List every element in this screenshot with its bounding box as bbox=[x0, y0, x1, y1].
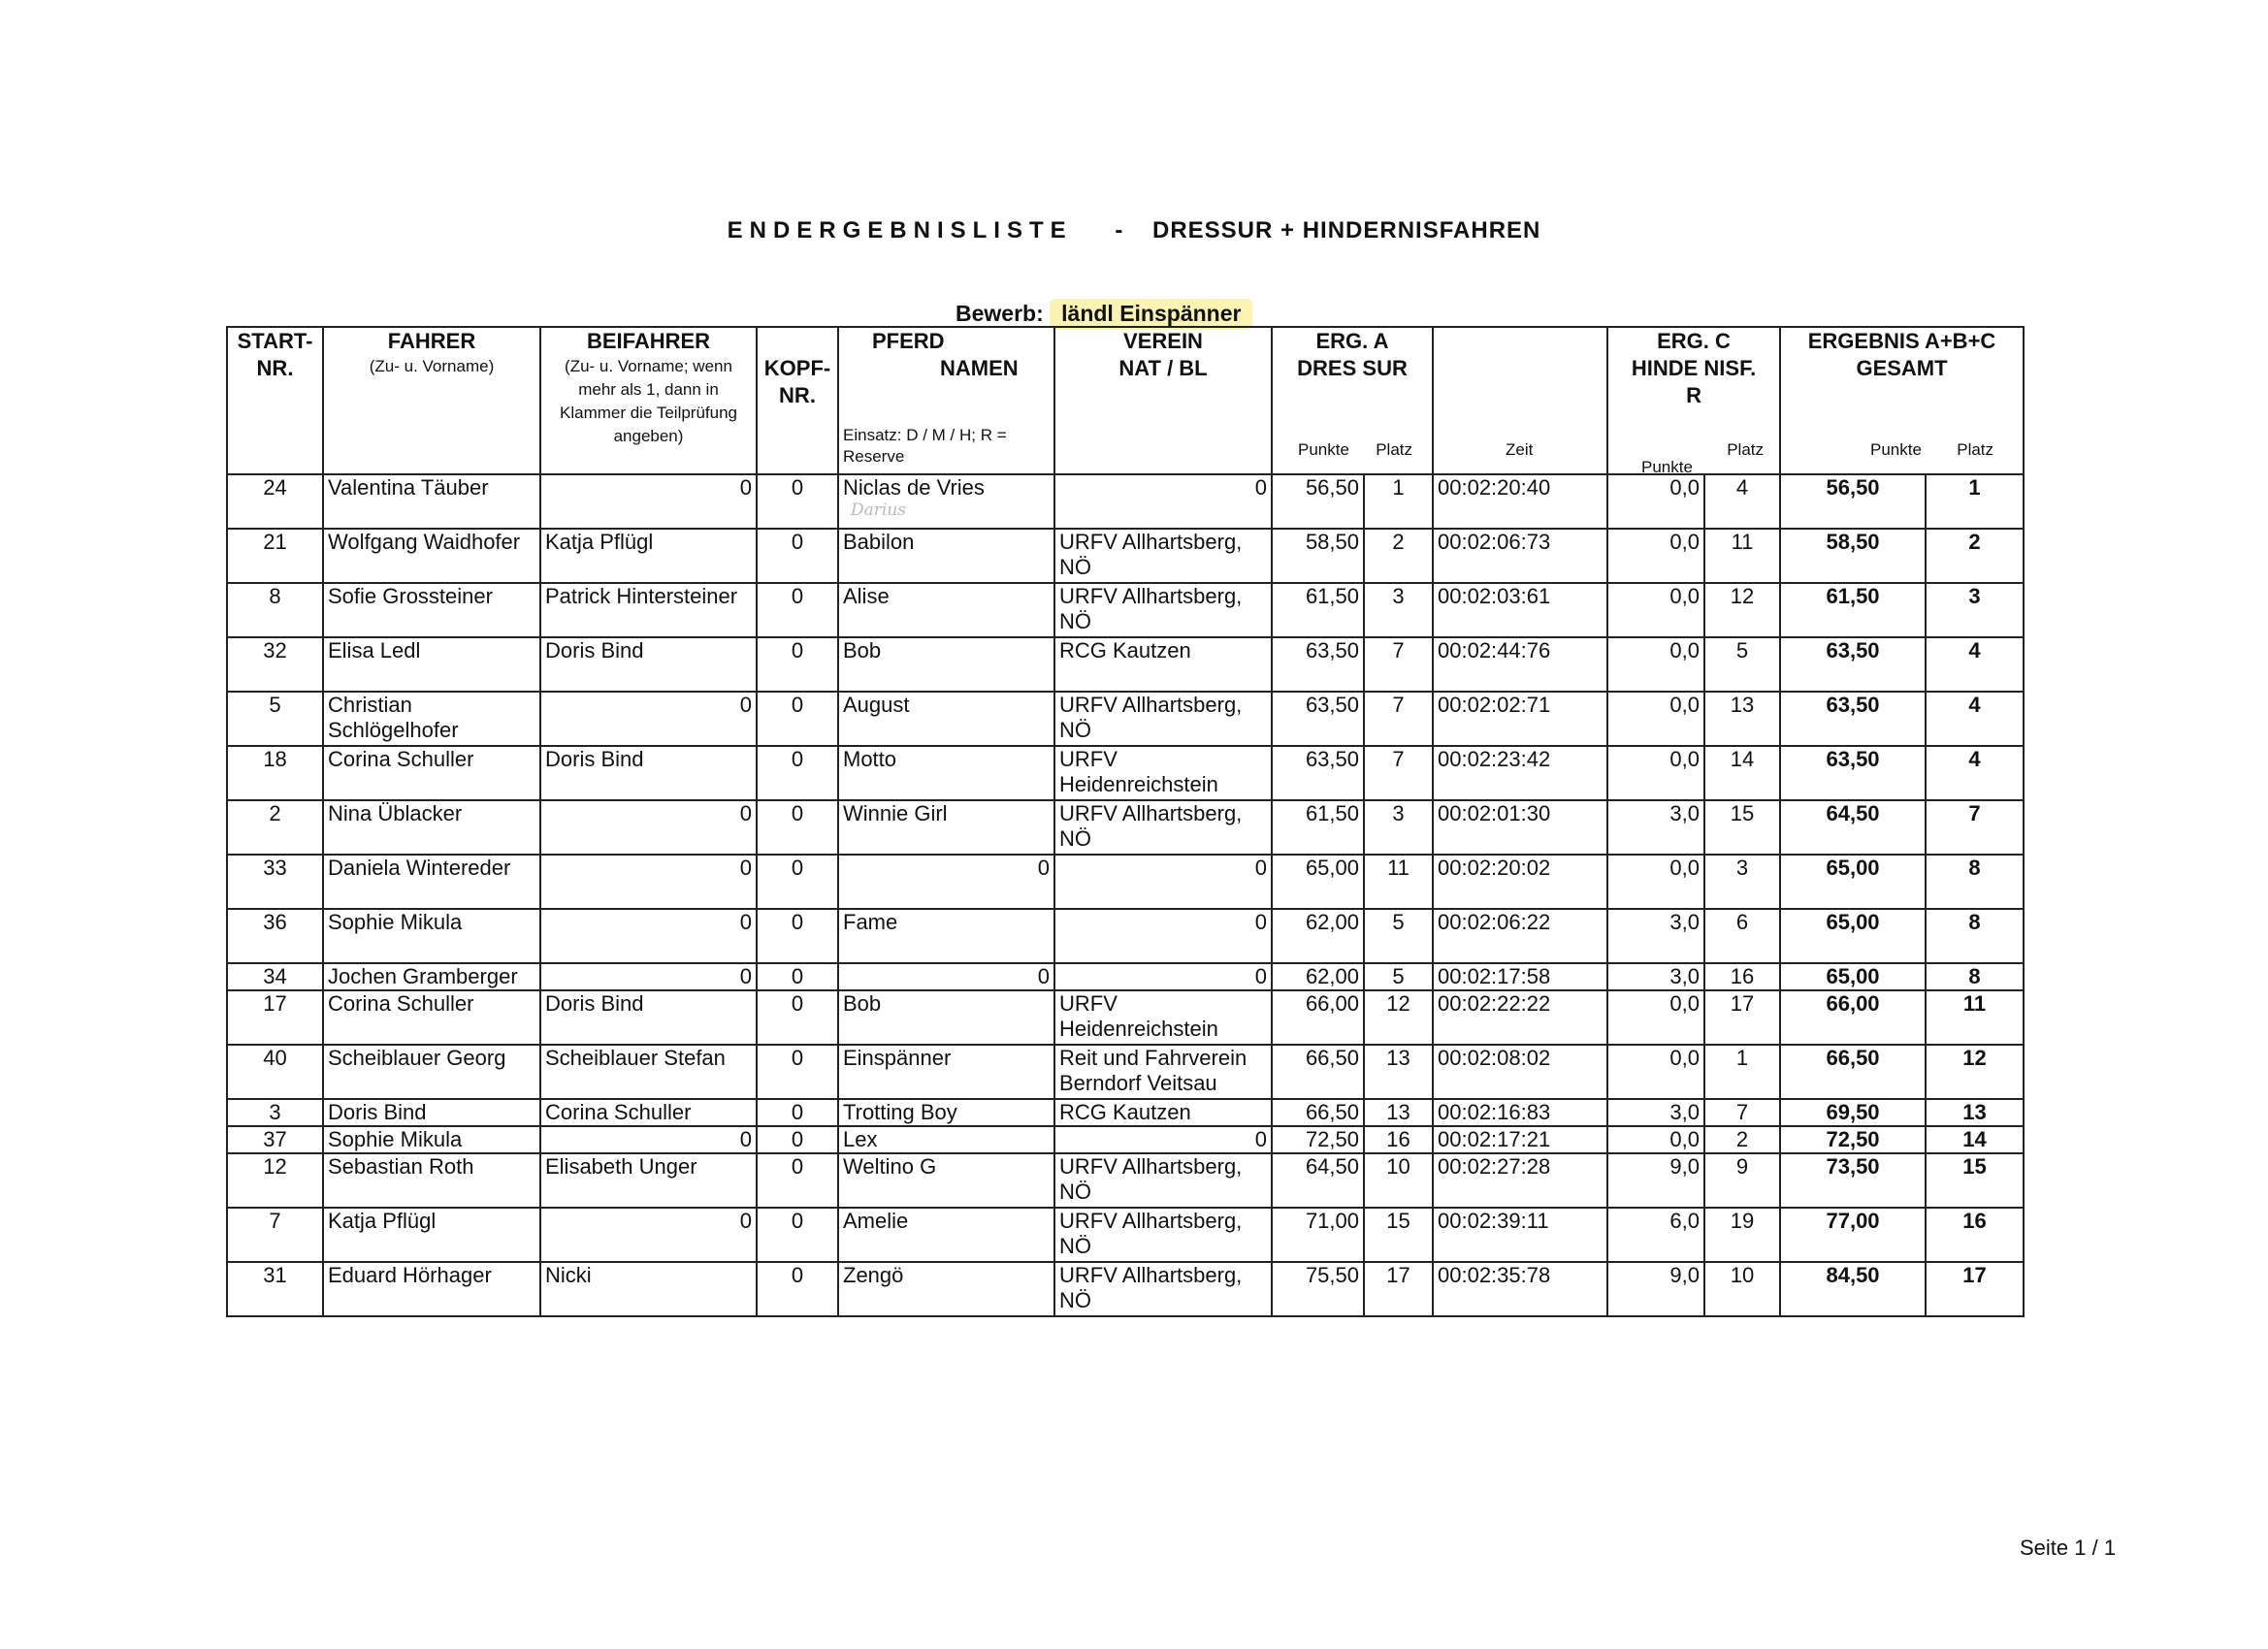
gesamt-punkte-cell: 56,50 bbox=[1780, 474, 1926, 529]
kopf-cell: 0 bbox=[757, 746, 838, 800]
zeit-cell: 00:02:35:78 bbox=[1433, 1262, 1607, 1316]
zeit-cell: 00:02:06:22 bbox=[1433, 909, 1607, 963]
kopf-cell: 0 bbox=[757, 1099, 838, 1126]
pferd-cell: Bob bbox=[838, 637, 1054, 692]
zeit-cell: 00:02:22:22 bbox=[1433, 990, 1607, 1045]
header-kopf: KOPF-NR. bbox=[757, 327, 838, 474]
fahrer-cell: Corina Schuller bbox=[323, 746, 540, 800]
zeit-cell: 00:02:03:61 bbox=[1433, 583, 1607, 637]
results-table bbox=[226, 326, 2025, 1317]
header-zeit: Zeit bbox=[1433, 327, 1607, 474]
dressur-punkte-cell: 62,00 bbox=[1272, 963, 1364, 990]
hindernis-platz-cell: 11 bbox=[1704, 529, 1780, 583]
gesamt-punkte-cell: 73,50 bbox=[1780, 1153, 1926, 1208]
gesamt-platz-cell: 14 bbox=[1926, 1126, 2024, 1153]
gesamt-platz-cell: 8 bbox=[1926, 909, 2024, 963]
gesamt-punkte-cell: 72,50 bbox=[1780, 1126, 1926, 1153]
beifahrer-cell: 0 bbox=[540, 963, 757, 990]
dressur-platz-cell: 7 bbox=[1364, 637, 1433, 692]
hindernis-punkte-cell: 3,0 bbox=[1607, 963, 1704, 990]
kopf-cell: 0 bbox=[757, 800, 838, 855]
gesamt-punkte-cell: 58,50 bbox=[1780, 529, 1926, 583]
gesamt-punkte-cell: 66,00 bbox=[1780, 990, 1926, 1045]
gesamt-platz-cell: 13 bbox=[1926, 1099, 2024, 1126]
hindernis-platz-cell: 4 bbox=[1704, 474, 1780, 529]
pferd-cell: Trotting Boy bbox=[838, 1099, 1054, 1126]
title-part1: ENDERGEBNISLISTE bbox=[727, 217, 1073, 243]
zeit-cell: 00:02:17:21 bbox=[1433, 1126, 1607, 1153]
fahrer-cell: Nina Üblacker bbox=[323, 800, 540, 855]
fahrer-cell: Katja Pflügl bbox=[323, 1208, 540, 1262]
hindernis-platz-cell: 7 bbox=[1704, 1099, 1780, 1126]
verein-cell: 0 bbox=[1054, 474, 1272, 529]
table-row bbox=[227, 746, 2024, 800]
gesamt-punkte-cell: 63,50 bbox=[1780, 746, 1926, 800]
gesamt-punkte-cell: 65,00 bbox=[1780, 963, 1926, 990]
beifahrer-cell: 0 bbox=[540, 1208, 757, 1262]
handwritten-note: Darius bbox=[851, 501, 907, 520]
zeit-cell: 00:02:44:76 bbox=[1433, 637, 1607, 692]
gesamt-punkte-cell: 69,50 bbox=[1780, 1099, 1926, 1126]
dressur-punkte-cell: 58,50 bbox=[1272, 529, 1364, 583]
fahrer-cell: Corina Schuller bbox=[323, 990, 540, 1045]
start-cell: 5 bbox=[227, 692, 323, 746]
verein-cell: URFV Heidenreichstein bbox=[1054, 990, 1272, 1045]
start-cell: 12 bbox=[227, 1153, 323, 1208]
kopf-cell: 0 bbox=[757, 637, 838, 692]
verein-cell: RCG Kautzen bbox=[1054, 637, 1272, 692]
dressur-platz-cell: 16 bbox=[1364, 1126, 1433, 1153]
page-title bbox=[0, 217, 2268, 244]
hindernis-platz-cell: 17 bbox=[1704, 990, 1780, 1045]
dressur-platz-cell: 2 bbox=[1364, 529, 1433, 583]
table-row bbox=[227, 800, 2024, 855]
pferd-cell: Amelie bbox=[838, 1208, 1054, 1262]
dressur-platz-cell: 17 bbox=[1364, 1262, 1433, 1316]
fahrer-cell: Christian Schlögelhofer bbox=[323, 692, 540, 746]
beifahrer-cell: 0 bbox=[540, 692, 757, 746]
hindernis-platz-cell: 16 bbox=[1704, 963, 1780, 990]
start-cell: 17 bbox=[227, 990, 323, 1045]
hindernis-punkte-cell: 0,0 bbox=[1607, 1126, 1704, 1153]
beifahrer-cell: 0 bbox=[540, 474, 757, 529]
pferd-cell: August bbox=[838, 692, 1054, 746]
dressur-platz-cell: 13 bbox=[1364, 1045, 1433, 1099]
dressur-platz-cell: 3 bbox=[1364, 800, 1433, 855]
start-cell: 33 bbox=[227, 855, 323, 909]
gesamt-punkte-cell: 65,00 bbox=[1780, 909, 1926, 963]
gesamt-punkte-cell: 63,50 bbox=[1780, 692, 1926, 746]
start-cell: 3 bbox=[227, 1099, 323, 1126]
zeit-cell: 00:02:39:11 bbox=[1433, 1208, 1607, 1262]
kopf-cell: 0 bbox=[757, 692, 838, 746]
kopf-cell: 0 bbox=[757, 1208, 838, 1262]
bewerb-label: Bewerb: bbox=[956, 301, 1044, 326]
gesamt-platz-cell: 4 bbox=[1926, 637, 2024, 692]
pferd-cell: Babilon bbox=[838, 529, 1054, 583]
beifahrer-cell: Katja Pflügl bbox=[540, 529, 757, 583]
dressur-punkte-cell: 66,50 bbox=[1272, 1099, 1364, 1126]
dressur-punkte-cell: 62,00 bbox=[1272, 909, 1364, 963]
dressur-punkte-cell: 61,50 bbox=[1272, 800, 1364, 855]
start-cell: 24 bbox=[227, 474, 323, 529]
beifahrer-cell: Nicki bbox=[540, 1262, 757, 1316]
verein-cell: URFV Allhartsberg, NÖ bbox=[1054, 800, 1272, 855]
start-cell: 36 bbox=[227, 909, 323, 963]
gesamt-platz-cell: 2 bbox=[1926, 529, 2024, 583]
gesamt-platz-cell: 1 bbox=[1926, 474, 2024, 529]
table-row bbox=[227, 1045, 2024, 1099]
hindernis-punkte-cell: 0,0 bbox=[1607, 474, 1704, 529]
table-row bbox=[227, 963, 2024, 990]
verein-cell: RCG Kautzen bbox=[1054, 1099, 1272, 1126]
dressur-punkte-cell: 71,00 bbox=[1272, 1208, 1364, 1262]
verein-cell: 0 bbox=[1054, 855, 1272, 909]
gesamt-platz-cell: 3 bbox=[1926, 583, 2024, 637]
verein-cell: URFV Heidenreichstein bbox=[1054, 746, 1272, 800]
hindernis-platz-cell: 2 bbox=[1704, 1126, 1780, 1153]
zeit-cell: 00:02:08:02 bbox=[1433, 1045, 1607, 1099]
beifahrer-cell: 0 bbox=[540, 800, 757, 855]
dressur-punkte-cell: 63,50 bbox=[1272, 692, 1364, 746]
pferd-cell: 0 bbox=[838, 963, 1054, 990]
dressur-punkte-cell: 56,50 bbox=[1272, 474, 1364, 529]
start-cell: 37 bbox=[227, 1126, 323, 1153]
header-start: START-NR. bbox=[227, 327, 323, 474]
hindernis-platz-cell: 6 bbox=[1704, 909, 1780, 963]
verein-cell: URFV Allhartsberg, NÖ bbox=[1054, 692, 1272, 746]
start-cell: 32 bbox=[227, 637, 323, 692]
zeit-cell: 00:02:23:42 bbox=[1433, 746, 1607, 800]
start-cell: 40 bbox=[227, 1045, 323, 1099]
dressur-punkte-cell: 66,50 bbox=[1272, 1045, 1364, 1099]
table-row bbox=[227, 583, 2024, 637]
verein-cell: URFV Allhartsberg, NÖ bbox=[1054, 529, 1272, 583]
dressur-platz-cell: 15 bbox=[1364, 1208, 1433, 1262]
verein-cell: 0 bbox=[1054, 1126, 1272, 1153]
hindernis-punkte-cell: 3,0 bbox=[1607, 1099, 1704, 1126]
zeit-cell: 00:02:06:73 bbox=[1433, 529, 1607, 583]
fahrer-cell: Doris Bind bbox=[323, 1099, 540, 1126]
fahrer-cell: Sofie Grossteiner bbox=[323, 583, 540, 637]
gesamt-punkte-cell: 65,00 bbox=[1780, 855, 1926, 909]
dressur-punkte-cell: 63,50 bbox=[1272, 746, 1364, 800]
hindernis-platz-cell: 10 bbox=[1704, 1262, 1780, 1316]
hindernis-platz-cell: 13 bbox=[1704, 692, 1780, 746]
hindernis-platz-cell: 19 bbox=[1704, 1208, 1780, 1262]
table-row bbox=[227, 692, 2024, 746]
header-fahrer: FAHRER (Zu- u. Vorname) bbox=[323, 327, 540, 474]
pferd-cell: Motto bbox=[838, 746, 1054, 800]
hindernis-punkte-cell: 0,0 bbox=[1607, 529, 1704, 583]
hindernis-platz-cell: 1 bbox=[1704, 1045, 1780, 1099]
gesamt-platz-cell: 7 bbox=[1926, 800, 2024, 855]
dressur-punkte-cell: 63,50 bbox=[1272, 637, 1364, 692]
fahrer-cell: Sebastian Roth bbox=[323, 1153, 540, 1208]
start-cell: 7 bbox=[227, 1208, 323, 1262]
hindernis-platz-cell: 3 bbox=[1704, 855, 1780, 909]
start-cell: 31 bbox=[227, 1262, 323, 1316]
gesamt-punkte-cell: 63,50 bbox=[1780, 637, 1926, 692]
fahrer-cell: Wolfgang Waidhofer bbox=[323, 529, 540, 583]
pferd-cell: Weltino G bbox=[838, 1153, 1054, 1208]
pferd-cell: Bob bbox=[838, 990, 1054, 1045]
zeit-cell: 00:02:17:58 bbox=[1433, 963, 1607, 990]
dressur-platz-cell: 7 bbox=[1364, 746, 1433, 800]
dressur-platz-cell: 11 bbox=[1364, 855, 1433, 909]
beifahrer-cell: Patrick Hintersteiner bbox=[540, 583, 757, 637]
dressur-platz-cell: 5 bbox=[1364, 909, 1433, 963]
gesamt-platz-cell: 12 bbox=[1926, 1045, 2024, 1099]
dressur-punkte-cell: 72,50 bbox=[1272, 1126, 1364, 1153]
hindernis-punkte-cell: 0,0 bbox=[1607, 990, 1704, 1045]
pferd-cell: Einspänner bbox=[838, 1045, 1054, 1099]
verein-cell: URFV Allhartsberg, NÖ bbox=[1054, 583, 1272, 637]
kopf-cell: 0 bbox=[757, 529, 838, 583]
table-row bbox=[227, 1262, 2024, 1316]
pferd-cell: Winnie Girl bbox=[838, 800, 1054, 855]
hindernis-platz-cell: 15 bbox=[1704, 800, 1780, 855]
hindernis-platz-cell: 12 bbox=[1704, 583, 1780, 637]
dressur-platz-cell: 12 bbox=[1364, 990, 1433, 1045]
beifahrer-cell: 0 bbox=[540, 1126, 757, 1153]
kopf-cell: 0 bbox=[757, 990, 838, 1045]
header-row bbox=[227, 327, 2024, 474]
pferd-cell: Fame bbox=[838, 909, 1054, 963]
hindernis-punkte-cell: 3,0 bbox=[1607, 800, 1704, 855]
table-row bbox=[227, 637, 2024, 692]
gesamt-platz-cell: 8 bbox=[1926, 963, 2024, 990]
fahrer-cell: Sophie Mikula bbox=[323, 1126, 540, 1153]
table-row bbox=[227, 1208, 2024, 1262]
beifahrer-cell: Doris Bind bbox=[540, 990, 757, 1045]
header-erg-a: ERG. A DRES SUR Punkte Platz bbox=[1272, 327, 1433, 474]
table-row bbox=[227, 909, 2024, 963]
zeit-cell: 00:02:27:28 bbox=[1433, 1153, 1607, 1208]
table-row bbox=[227, 1153, 2024, 1208]
fahrer-cell: Eduard Hörhager bbox=[323, 1262, 540, 1316]
start-cell: 2 bbox=[227, 800, 323, 855]
gesamt-punkte-cell: 61,50 bbox=[1780, 583, 1926, 637]
pferd-cell: 0 bbox=[838, 855, 1054, 909]
beifahrer-cell: Corina Schuller bbox=[540, 1099, 757, 1126]
hindernis-punkte-cell: 9,0 bbox=[1607, 1153, 1704, 1208]
hindernis-punkte-cell: 6,0 bbox=[1607, 1208, 1704, 1262]
competition-label bbox=[956, 301, 1252, 327]
beifahrer-cell: Doris Bind bbox=[540, 637, 757, 692]
hindernis-punkte-cell: 0,0 bbox=[1607, 637, 1704, 692]
page-number: Seite 1 / 1 bbox=[2020, 1536, 2117, 1560]
hindernis-platz-cell: 14 bbox=[1704, 746, 1780, 800]
pferd-cell bbox=[838, 474, 1054, 529]
table-row bbox=[227, 855, 2024, 909]
fahrer-cell: Jochen Gramberger bbox=[323, 963, 540, 990]
dressur-platz-cell: 10 bbox=[1364, 1153, 1433, 1208]
fahrer-cell: Valentina Täuber bbox=[323, 474, 540, 529]
zeit-cell: 00:02:02:71 bbox=[1433, 692, 1607, 746]
kopf-cell: 0 bbox=[757, 474, 838, 529]
hindernis-platz-cell: 5 bbox=[1704, 637, 1780, 692]
kopf-cell: 0 bbox=[757, 1045, 838, 1099]
verein-cell: URFV Allhartsberg, NÖ bbox=[1054, 1208, 1272, 1262]
dressur-punkte-cell: 64,50 bbox=[1272, 1153, 1364, 1208]
gesamt-punkte-cell: 66,50 bbox=[1780, 1045, 1926, 1099]
fahrer-cell: Elisa Ledl bbox=[323, 637, 540, 692]
table-row bbox=[227, 474, 2024, 529]
pferd-cell: Zengö bbox=[838, 1262, 1054, 1316]
beifahrer-cell: 0 bbox=[540, 855, 757, 909]
dressur-platz-cell: 5 bbox=[1364, 963, 1433, 990]
dressur-punkte-cell: 61,50 bbox=[1272, 583, 1364, 637]
verein-cell: Reit und Fahrverein Berndorf Veitsau bbox=[1054, 1045, 1272, 1099]
dressur-punkte-cell: 66,00 bbox=[1272, 990, 1364, 1045]
header-ergebnis: ERGEBNIS A+B+C GESAMT Punkte Platz bbox=[1780, 327, 2024, 474]
start-cell: 21 bbox=[227, 529, 323, 583]
gesamt-punkte-cell: 77,00 bbox=[1780, 1208, 1926, 1262]
title-separator: - bbox=[1115, 217, 1124, 243]
hindernis-punkte-cell: 9,0 bbox=[1607, 1262, 1704, 1316]
fahrer-cell: Scheiblauer Georg bbox=[323, 1045, 540, 1099]
pferd-cell: Alise bbox=[838, 583, 1054, 637]
dressur-punkte-cell: 75,50 bbox=[1272, 1262, 1364, 1316]
zeit-cell: 00:02:20:40 bbox=[1433, 474, 1607, 529]
verein-cell: 0 bbox=[1054, 909, 1272, 963]
zeit-cell: 00:02:16:83 bbox=[1433, 1099, 1607, 1126]
bewerb-value: ländl Einspänner bbox=[1050, 299, 1252, 330]
dressur-punkte-cell: 65,00 bbox=[1272, 855, 1364, 909]
gesamt-platz-cell: 17 bbox=[1926, 1262, 2024, 1316]
hindernis-punkte-cell: 0,0 bbox=[1607, 1045, 1704, 1099]
pferd-cell: Lex bbox=[838, 1126, 1054, 1153]
table-row bbox=[227, 990, 2024, 1045]
kopf-cell: 0 bbox=[757, 909, 838, 963]
verein-cell: URFV Allhartsberg, NÖ bbox=[1054, 1153, 1272, 1208]
kopf-cell: 0 bbox=[757, 583, 838, 637]
start-cell: 18 bbox=[227, 746, 323, 800]
zeit-cell: 00:02:20:02 bbox=[1433, 855, 1607, 909]
zeit-cell: 00:02:01:30 bbox=[1433, 800, 1607, 855]
header-pferd: PFERD NAMEN Einsatz: D / M / H; R = Reserve bbox=[838, 327, 1054, 474]
header-beifahrer: BEIFAHRER (Zu- u. Vorname; wenn mehr als 1, dann in Klammer die Teilprüfung angeben) bbox=[540, 327, 757, 474]
start-cell: 34 bbox=[227, 963, 323, 990]
hindernis-punkte-cell: 0,0 bbox=[1607, 692, 1704, 746]
gesamt-platz-cell: 11 bbox=[1926, 990, 2024, 1045]
fahrer-cell: Sophie Mikula bbox=[323, 909, 540, 963]
gesamt-platz-cell: 15 bbox=[1926, 1153, 2024, 1208]
gesamt-platz-cell: 16 bbox=[1926, 1208, 2024, 1262]
beifahrer-cell: Elisabeth Unger bbox=[540, 1153, 757, 1208]
table-row bbox=[227, 1126, 2024, 1153]
kopf-cell: 0 bbox=[757, 963, 838, 990]
hindernis-platz-cell: 9 bbox=[1704, 1153, 1780, 1208]
gesamt-platz-cell: 4 bbox=[1926, 692, 2024, 746]
kopf-cell: 0 bbox=[757, 1126, 838, 1153]
hindernis-punkte-cell: 0,0 bbox=[1607, 746, 1704, 800]
dressur-platz-cell: 3 bbox=[1364, 583, 1433, 637]
dressur-platz-cell: 7 bbox=[1364, 692, 1433, 746]
header-erg-c: ERG. C HINDE NISF. R Punkte Platz bbox=[1607, 327, 1780, 474]
hindernis-punkte-cell: 3,0 bbox=[1607, 909, 1704, 963]
header-verein: VEREIN NAT / BL bbox=[1054, 327, 1272, 474]
beifahrer-cell: 0 bbox=[540, 909, 757, 963]
results-body bbox=[227, 474, 2024, 1316]
dressur-platz-cell: 13 bbox=[1364, 1099, 1433, 1126]
gesamt-punkte-cell: 84,50 bbox=[1780, 1262, 1926, 1316]
table-row bbox=[227, 1099, 2024, 1126]
title-part2: DRESSUR + HINDERNISFAHREN bbox=[1151, 217, 1541, 243]
gesamt-punkte-cell: 64,50 bbox=[1780, 800, 1926, 855]
hindernis-punkte-cell: 0,0 bbox=[1607, 855, 1704, 909]
kopf-cell: 0 bbox=[757, 855, 838, 909]
dressur-platz-cell: 1 bbox=[1364, 474, 1433, 529]
horse-name: Niclas de Vries bbox=[843, 475, 985, 500]
fahrer-cell: Daniela Wintereder bbox=[323, 855, 540, 909]
kopf-cell: 0 bbox=[757, 1153, 838, 1208]
beifahrer-cell: Scheiblauer Stefan bbox=[540, 1045, 757, 1099]
gesamt-platz-cell: 8 bbox=[1926, 855, 2024, 909]
verein-cell: URFV Allhartsberg, NÖ bbox=[1054, 1262, 1272, 1316]
beifahrer-cell: Doris Bind bbox=[540, 746, 757, 800]
kopf-cell: 0 bbox=[757, 1262, 838, 1316]
hindernis-punkte-cell: 0,0 bbox=[1607, 583, 1704, 637]
start-cell: 8 bbox=[227, 583, 323, 637]
verein-cell: 0 bbox=[1054, 963, 1272, 990]
table-row bbox=[227, 529, 2024, 583]
gesamt-platz-cell: 4 bbox=[1926, 746, 2024, 800]
